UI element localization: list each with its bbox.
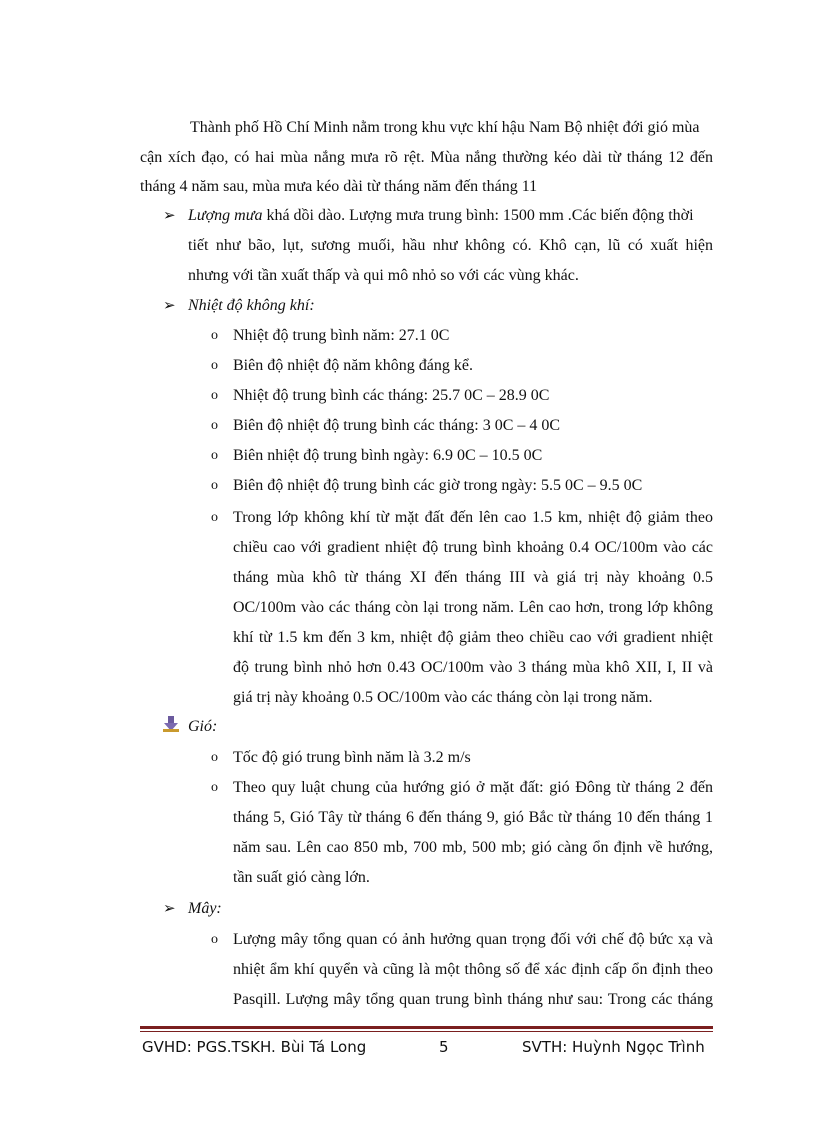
footer-rule-thin [140, 1031, 713, 1032]
temp-long-line-1: Trong lớp không khí từ mặt đất đến lên cao 1.5 km, nhiệt độ giảm theo [233, 509, 713, 526]
temp-item-5: Biên nhiệt độ trung bình ngày: 6.9 0C – 10.5 0C [233, 447, 543, 464]
temp-long-line-6: độ trung bình nhỏ hơn 0.43 OC/100m vào 3 tháng mùa khô XII, I, II và [233, 659, 713, 676]
rain-title: Lượng mưa [188, 207, 263, 224]
rain-line-1-text: khá dồi dào. Lượng mưa trung bình: 1500 mm .Các biến động thời [262, 207, 694, 224]
footer-page-number: 5 [439, 1038, 449, 1056]
temp-item-4: Biên độ nhiệt độ trung bình các tháng: 3 0C – 4 0C [233, 417, 561, 434]
temp-long-line-5: khí từ 1.5 km đến 3 km, nhiệt độ giảm theo chiều cao với gradient nhiệt [233, 629, 713, 646]
cloud-item-1-line-1: Lượng mây tổng quan có ảnh hưởng quan trọng đối với chế độ bức xạ và [233, 931, 713, 948]
temp-long-line-2: chiều cao với gradient nhiệt độ trung bình khoảng 0.4 OC/100m vào các [233, 539, 713, 556]
footer-rule-thick [140, 1026, 713, 1029]
wind-item-2-line-1: Theo quy luật chung của hướng gió ở mặt đất: gió Đông từ tháng 2 đến [233, 779, 713, 796]
rain-line-1 [188, 206, 694, 226]
circle-bullet-icon: o [211, 358, 218, 373]
circle-bullet-icon: o [211, 448, 218, 463]
temp-long-line-4: OC/100m vào các tháng còn lại trong năm. Lên cao hơn, trong lớp không [233, 599, 713, 616]
temp-item-3: Nhiệt độ trung bình các tháng: 25.7 0C – 28.9 0C [233, 387, 550, 404]
circle-bullet-icon: o [211, 478, 218, 493]
intro-line-3: tháng 4 năm sau, mùa mưa kéo dài từ tháng năm đến tháng 11 [140, 178, 538, 195]
temp-long-line-3: tháng mùa khô từ tháng XI đến tháng III và giá trị này khoảng 0.5 [233, 569, 713, 586]
circle-bullet-icon: o [211, 418, 218, 433]
wind-item-2-line-3: năm sau. Lên cao 850 mb, 700 mb, 500 mb; gió càng ổn định về hướng, [233, 839, 713, 856]
temp-item-1: Nhiệt độ trung bình năm: 27.1 0C [233, 327, 450, 344]
arrow-bullet-icon: ➢ [163, 901, 176, 917]
circle-bullet-icon: o [211, 328, 218, 343]
temp-long-line-7: giá trị này khoảng 0.5 OC/100m vào các tháng còn lại trong năm. [233, 689, 653, 706]
temp-title: Nhiệt độ không khí: [188, 297, 315, 314]
footer-student: SVTH: Huỳnh Ngọc Trình [522, 1038, 705, 1056]
cloud-item-1-line-3: Pasqill. Lượng mây tổng quan trung bình tháng như sau: Trong các tháng [233, 991, 713, 1008]
cloud-title: Mây: [188, 900, 222, 917]
rain-line-3: nhưng với tần xuất thấp và qui mô nhỏ so với các vùng khác. [188, 267, 579, 284]
arrow-bullet-icon: ➢ [163, 208, 176, 224]
footer-supervisor: GVHD: PGS.TSKH. Bùi Tá Long [142, 1038, 367, 1056]
circle-bullet-icon: o [211, 388, 218, 403]
wind-item-1: Tốc độ gió trung bình năm là 3.2 m/s [233, 749, 471, 766]
temp-item-6: Biên độ nhiệt độ trung bình các giờ trong ngày: 5.5 0C – 9.5 0C [233, 477, 643, 494]
circle-bullet-icon: o [211, 932, 218, 947]
cloud-item-1-line-2: nhiệt ẩm khí quyển và cũng là một thông số để xác định cấp ổn định theo [233, 961, 713, 978]
intro-line-1: Thành phố Hồ Chí Minh nằm trong khu vực khí hậu Nam Bộ nhiệt đới gió mùa [190, 119, 700, 136]
wind-item-2-line-2: tháng 5, Gió Tây từ tháng 6 đến tháng 9, gió Bắc từ tháng 10 đến tháng 1 [233, 809, 713, 826]
arrow-bullet-icon: ➢ [163, 298, 176, 314]
circle-bullet-icon: o [211, 750, 218, 765]
circle-bullet-icon: o [211, 510, 218, 525]
arrow-down-icon [163, 716, 179, 732]
wind-item-2-line-4: tần suất gió càng lớn. [233, 869, 370, 886]
rain-line-2: tiết như bão, lụt, sương muối, hầu như không có. Khô cạn, lũ có xuất hiện [188, 237, 713, 254]
circle-bullet-icon: o [211, 780, 218, 795]
temp-item-2: Biên độ nhiệt độ năm không đáng kể. [233, 357, 473, 374]
intro-line-2: cận xích đạo, có hai mùa nắng mưa rõ rệt. Mùa nắng thường kéo dài từ tháng 12 đến [140, 149, 713, 166]
wind-title: Gió: [188, 718, 218, 735]
